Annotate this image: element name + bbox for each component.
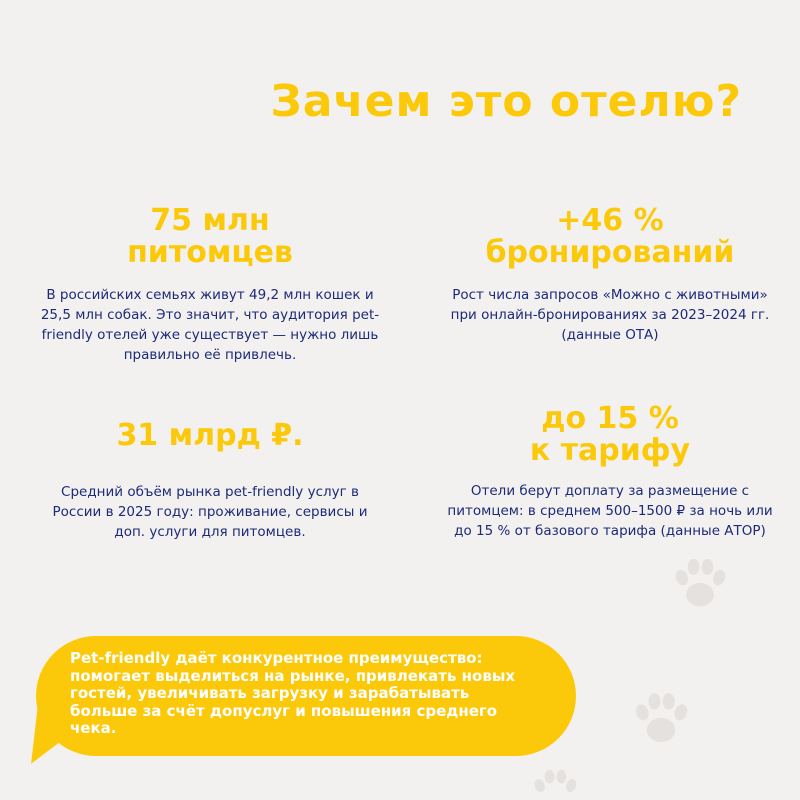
stat-description: Средний объём рынка pet-friendly услуг в России в 2025 году: проживание, сервисы и доп. услуги для питомцев. (52, 484, 368, 540)
paw-print-icon (528, 764, 582, 800)
stat-heading (40, 205, 380, 269)
stat-heading-line: 31 млрд ₽. (116, 418, 304, 453)
stat-heading (40, 420, 380, 452)
stat-heading (440, 403, 780, 467)
callout-text: Pet-friendly даёт конкурентное преимущество: помогает выделиться на рынке, привлекать новых гостей, увеличивать загрузку и зарабатывать больше за счёт допуслуг и повышения среднего чека. (70, 649, 516, 737)
stat-description: Отели берут доплату за размещение с питомцем: в среднем 500–1500 ₽ за ночь или до 15 % от базового тарифа (данные АТОР) (447, 483, 773, 539)
paw-print-icon (668, 552, 732, 616)
stat-heading (440, 205, 780, 269)
stat-heading-line: к тарифу (529, 433, 691, 468)
stat-pets (40, 205, 380, 365)
stat-tariff (440, 403, 780, 541)
stat-description: Рост числа запросов «Можно с животными» при онлайн-бронированиях за 2023–2024 гг. (данные ОТА) (450, 287, 770, 343)
page-title: Зачем это отелю? (270, 76, 742, 127)
stat-description: В российских семьях живут 49,2 млн кошек и 25,5 млн собак. Это значит, что аудитория pet-friendly отелей уже существует — нужно лишь правильно её привлечь. (40, 287, 380, 363)
stat-heading-line: до 15 % (541, 401, 679, 436)
stat-market (40, 420, 380, 542)
stat-heading-line: +46 % (556, 203, 664, 238)
stat-heading-line: бронирований (485, 235, 735, 270)
paw-print-icon (628, 686, 694, 752)
stat-heading-line: питомцев (127, 235, 293, 270)
stat-bookings (440, 205, 780, 345)
stat-heading-line: 75 млн (150, 203, 270, 238)
